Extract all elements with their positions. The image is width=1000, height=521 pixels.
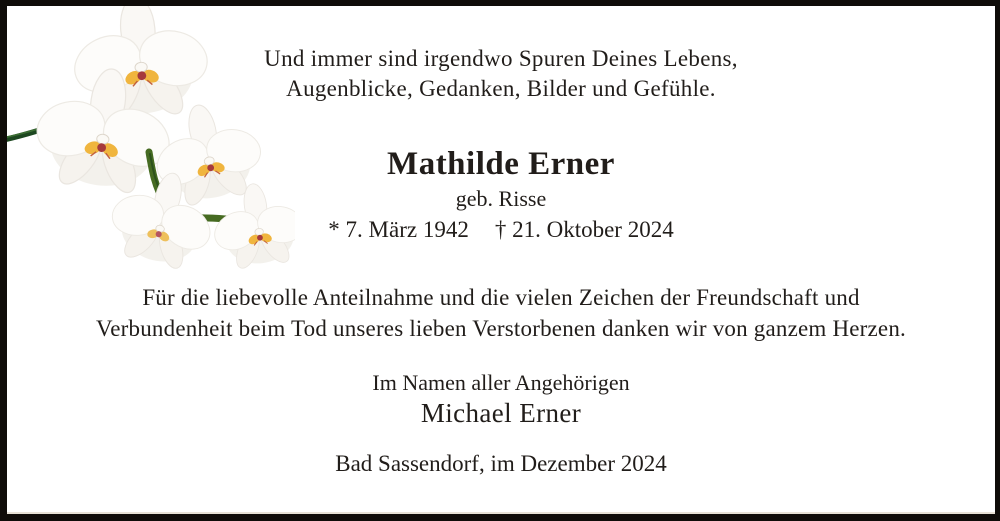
thanks-message-line1: Für die liebevolle Anteilnahme und die vielen Zeichen der Freundschaft und xyxy=(142,285,860,310)
behalf-line: Im Namen aller Angehörigen xyxy=(372,370,630,395)
thanks-message-line2: Verbundenheit beim Tod unseres lieben Verstorbenen danken wir von ganzem Herzen. xyxy=(96,316,906,341)
mourner-name: Michael Erner xyxy=(420,398,582,428)
deceased-name: Mathilde Erner xyxy=(387,146,615,182)
place-date-line: Bad Sassendorf, im Dezember 2024 xyxy=(335,451,667,476)
birth-date: * 7. März 1942 xyxy=(328,217,469,242)
death-date: † 21. Oktober 2024 xyxy=(494,217,674,242)
memorial-quote-line2: Augenblicke, Gedanken, Bilder und Gefühle. xyxy=(286,76,716,101)
maiden-name: geb. Risse xyxy=(455,186,547,211)
birth-symbol: * xyxy=(328,217,340,242)
death-symbol: † xyxy=(494,217,507,242)
memorial-quote-line1: Und immer sind irgendwo Spuren Deines Lebens, xyxy=(264,46,738,71)
